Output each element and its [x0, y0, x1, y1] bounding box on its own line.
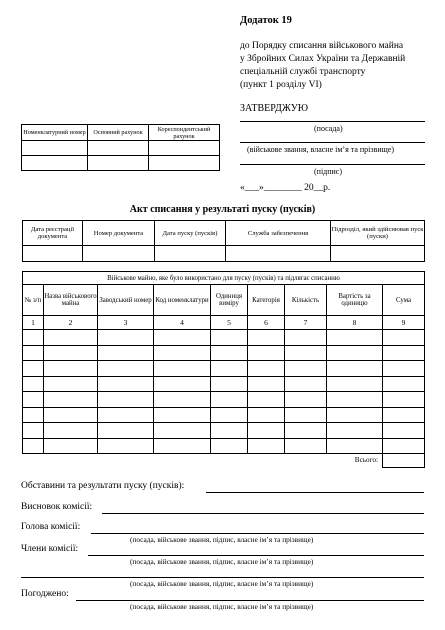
item-cell[interactable]	[248, 345, 285, 361]
items-header-category: Категорія	[248, 285, 285, 316]
item-cell[interactable]	[44, 361, 98, 377]
item-cell[interactable]	[327, 438, 383, 454]
item-row	[23, 407, 425, 423]
item-cell[interactable]	[23, 361, 44, 377]
accounts-header-correspondent: Кореспондентський рахунок	[149, 125, 220, 141]
item-cell[interactable]	[383, 438, 425, 454]
item-cell[interactable]	[44, 438, 98, 454]
item-cell[interactable]	[44, 330, 98, 346]
appendix-line-4: (пункт 1 розділу VI)	[240, 80, 322, 90]
column-number: 1	[23, 316, 44, 330]
item-cell[interactable]	[211, 423, 248, 439]
item-cell[interactable]	[154, 361, 211, 377]
item-cell[interactable]	[154, 392, 211, 408]
item-cell[interactable]	[44, 345, 98, 361]
item-cell[interactable]	[248, 330, 285, 346]
appendix-line-2: у Збройних Силах України та Державній	[240, 54, 406, 64]
items-header-code: Код номенклатури	[154, 285, 211, 316]
column-number: 8	[327, 316, 383, 330]
members-line-1[interactable]	[88, 555, 424, 556]
item-cell[interactable]	[327, 345, 383, 361]
item-cell[interactable]	[327, 330, 383, 346]
items-header-serial: Заводський номер	[98, 285, 154, 316]
appendix-line-1: до Порядку списання військового майна	[240, 41, 404, 51]
item-cell[interactable]	[383, 407, 425, 423]
column-number: 2	[44, 316, 98, 330]
item-cell[interactable]	[23, 330, 44, 346]
reg-cell[interactable]	[331, 246, 425, 262]
item-cell[interactable]	[154, 330, 211, 346]
items-header-name: Назва військового майна	[44, 285, 98, 316]
accounts-cell[interactable]	[88, 141, 149, 156]
item-row	[23, 345, 425, 361]
item-cell[interactable]	[327, 376, 383, 392]
reg-header-service: Служба забезпечення	[226, 221, 331, 246]
item-cell[interactable]	[248, 438, 285, 454]
conclusion-label: Висновок комісії:	[21, 502, 93, 512]
item-cell[interactable]	[23, 407, 44, 423]
items-header-sum: Сума	[383, 285, 425, 316]
column-number: 3	[98, 316, 154, 330]
item-row	[23, 376, 425, 392]
item-cell[interactable]	[285, 345, 327, 361]
item-cell[interactable]	[23, 438, 44, 454]
item-cell[interactable]	[98, 330, 154, 346]
items-header-index: № з/п	[23, 285, 44, 316]
item-cell[interactable]	[44, 392, 98, 408]
reg-header-number: Номер документа	[83, 221, 155, 246]
rank-caption: (військове звання, власне ім’я та прізвище)	[247, 145, 394, 154]
item-cell[interactable]	[285, 330, 327, 346]
item-cell[interactable]	[383, 423, 425, 439]
items-caption: Військове майно, яке було використано для пуску (пусків) та підлягає списанню	[23, 272, 425, 285]
item-cell[interactable]	[44, 407, 98, 423]
item-row	[23, 330, 425, 346]
rank-line[interactable]	[240, 142, 425, 143]
reg-cell[interactable]	[23, 246, 83, 262]
item-cell[interactable]	[327, 407, 383, 423]
accounts-header-nomenclature: Номенклатурний номер	[22, 125, 88, 141]
column-number: 9	[383, 316, 425, 330]
item-cell[interactable]	[285, 392, 327, 408]
item-cell[interactable]	[211, 438, 248, 454]
act-title: Акт списання у результаті пуску (пусків)	[129, 204, 316, 215]
reg-header-launch-date: Дата пуску (пусків)	[155, 221, 226, 246]
item-cell[interactable]	[211, 345, 248, 361]
signature-caption: (підпис)	[314, 167, 343, 176]
agreed-line[interactable]	[76, 600, 424, 601]
reg-header-date: Дата реєстрації документа	[23, 221, 83, 246]
item-cell[interactable]	[383, 345, 425, 361]
item-cell[interactable]	[98, 376, 154, 392]
total-cell[interactable]	[383, 454, 425, 468]
item-cell[interactable]	[327, 423, 383, 439]
item-cell[interactable]	[211, 330, 248, 346]
item-cell[interactable]	[383, 376, 425, 392]
item-cell[interactable]	[44, 423, 98, 439]
accounts-cell[interactable]	[149, 141, 220, 156]
item-row	[23, 423, 425, 439]
item-cell[interactable]	[211, 361, 248, 377]
accounts-cell[interactable]	[22, 141, 88, 156]
position-caption: (посада)	[314, 124, 343, 133]
column-number: 7	[285, 316, 327, 330]
reg-cell[interactable]	[226, 246, 331, 262]
total-label: Всього:	[23, 454, 383, 468]
accounts-cell[interactable]	[88, 156, 149, 171]
members-line-2[interactable]	[21, 577, 424, 578]
members-caption-2: (посада, військове звання, підпис, власне ім’я та прізвище)	[130, 579, 314, 588]
reg-cell[interactable]	[83, 246, 155, 262]
chair-line[interactable]	[91, 533, 424, 534]
items-header-quantity: Кількість	[285, 285, 327, 316]
item-cell[interactable]	[248, 423, 285, 439]
item-row	[23, 392, 425, 408]
item-cell[interactable]	[23, 376, 44, 392]
accounts-table	[21, 124, 220, 171]
accounts-cell[interactable]	[149, 156, 220, 171]
column-number: 5	[211, 316, 248, 330]
signature-line[interactable]	[240, 164, 425, 165]
reg-header-unit: Підрозділ, який здійснював пуск (пуски)	[331, 221, 425, 246]
registration-table	[22, 220, 425, 262]
item-cell[interactable]	[248, 361, 285, 377]
column-number: 6	[248, 316, 285, 330]
item-cell[interactable]	[285, 376, 327, 392]
agreed-label: Погоджено:	[21, 589, 69, 599]
item-row	[23, 361, 425, 377]
appendix-title: Додаток 19	[240, 15, 292, 26]
item-cell[interactable]	[98, 392, 154, 408]
members-label: Члени комісії:	[21, 544, 79, 554]
approve-heading: ЗАТВЕРДЖУЮ	[240, 103, 309, 114]
items-header-price: Вартість за одиницю	[327, 285, 383, 316]
item-cell[interactable]	[154, 345, 211, 361]
item-cell[interactable]	[23, 392, 44, 408]
item-cell[interactable]	[248, 376, 285, 392]
item-cell[interactable]	[98, 361, 154, 377]
item-cell[interactable]	[327, 361, 383, 377]
item-cell[interactable]	[154, 407, 211, 423]
approve-date-line[interactable]: «___»________ 20__р.	[240, 183, 331, 193]
position-line[interactable]	[240, 121, 425, 122]
item-cell[interactable]	[285, 407, 327, 423]
item-cell[interactable]	[285, 438, 327, 454]
item-cell[interactable]	[248, 392, 285, 408]
item-cell[interactable]	[154, 376, 211, 392]
item-cell[interactable]	[98, 423, 154, 439]
item-cell[interactable]	[211, 376, 248, 392]
conclusion-line[interactable]	[102, 513, 424, 514]
item-cell[interactable]	[383, 392, 425, 408]
items-header-unit: Одиниця виміру	[211, 285, 248, 316]
item-cell[interactable]	[211, 407, 248, 423]
chair-caption: (посада, військове звання, підпис, власне ім’я та прізвище)	[130, 535, 314, 544]
accounts-header-main: Основний рахунок	[88, 125, 149, 141]
agreed-caption: (посада, військове звання, підпис, власне ім’я та прізвище)	[130, 602, 314, 611]
items-table	[22, 271, 425, 468]
item-cell[interactable]	[154, 438, 211, 454]
appendix-line-3: спеціальній службі транспорту	[240, 67, 366, 77]
item-cell[interactable]	[285, 423, 327, 439]
item-row	[23, 438, 425, 454]
circumstances-label: Обставини та результати пуску (пусків):	[21, 481, 185, 491]
chair-label: Голова комісії:	[21, 522, 81, 532]
circumstances-line[interactable]	[206, 492, 424, 493]
item-cell[interactable]	[285, 361, 327, 377]
item-cell[interactable]	[383, 361, 425, 377]
item-cell[interactable]	[383, 330, 425, 346]
column-number: 4	[154, 316, 211, 330]
item-cell[interactable]	[44, 376, 98, 392]
item-cell[interactable]	[98, 438, 154, 454]
item-cell[interactable]	[154, 423, 211, 439]
item-cell[interactable]	[98, 407, 154, 423]
item-cell[interactable]	[327, 392, 383, 408]
item-cell[interactable]	[23, 423, 44, 439]
item-cell[interactable]	[248, 407, 285, 423]
members-caption-1: (посада, військове звання, підпис, власне ім’я та прізвище)	[130, 557, 314, 566]
item-cell[interactable]	[211, 392, 248, 408]
accounts-cell[interactable]	[22, 156, 88, 171]
item-cell[interactable]	[98, 345, 154, 361]
reg-cell[interactable]	[155, 246, 226, 262]
item-cell[interactable]	[23, 345, 44, 361]
